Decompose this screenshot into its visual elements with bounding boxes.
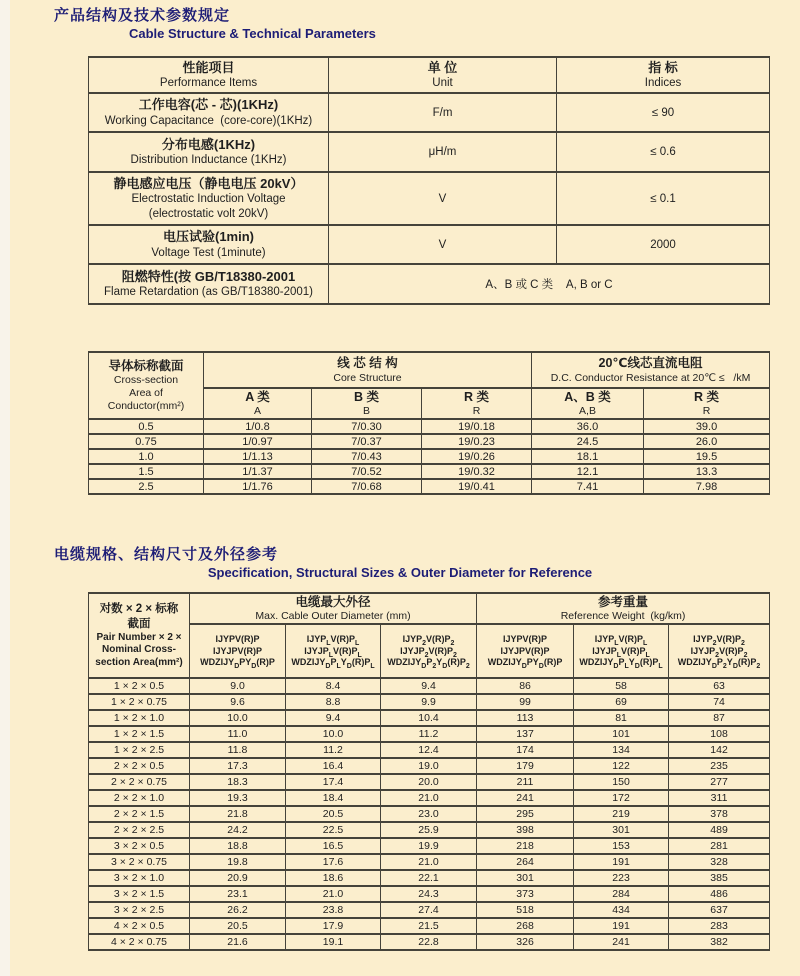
header-label-en: section Area(mm²) bbox=[95, 656, 183, 668]
table-cell: 637 bbox=[669, 902, 770, 918]
th-cable-type-codes bbox=[477, 624, 574, 678]
parameter-row bbox=[89, 172, 770, 225]
cable-type-code: $IJYJP_2V(R)P_2$ bbox=[400, 645, 457, 659]
table-cell: 101 bbox=[574, 726, 669, 742]
table-cell: 1/1.13 bbox=[204, 449, 312, 464]
table-row bbox=[89, 918, 770, 934]
parameter-zh: 静电感应电压（静电电压 20kV） bbox=[113, 175, 304, 191]
cable-type-code: $IJYP_2V(R)P_2$ bbox=[402, 633, 455, 647]
cable-type-code: $IJYP_2V(R)P_2$ bbox=[693, 633, 745, 647]
header-label-en: Cross-section bbox=[113, 374, 179, 387]
table-cell: 9.6 bbox=[190, 694, 286, 710]
table-cell: 311 bbox=[669, 790, 770, 806]
table-cell: 27.4 bbox=[381, 902, 477, 918]
table-cell: 17.3 bbox=[190, 758, 286, 774]
pair-size-cell: 4 × 2 × 0.5 bbox=[89, 918, 190, 934]
table-cell: 58 bbox=[574, 678, 669, 694]
header-label-zh: B 类 bbox=[353, 390, 379, 404]
cable-size-weight-table bbox=[88, 592, 770, 951]
index-cell: ≤ 0.1 bbox=[557, 172, 770, 225]
header-label-en: R bbox=[702, 405, 711, 418]
table-cell: 21.0 bbox=[381, 790, 477, 806]
table-cell: 63 bbox=[669, 678, 770, 694]
table-cell: 24.3 bbox=[381, 886, 477, 902]
table-cell: 0.75 bbox=[89, 434, 204, 449]
table-cell: 137 bbox=[477, 726, 574, 742]
table-cell: 241 bbox=[477, 790, 574, 806]
pair-size-cell: 2 × 2 × 1.0 bbox=[89, 790, 190, 806]
table-row bbox=[89, 742, 770, 758]
header-label-zh: 对数 × 2 × 标称 bbox=[99, 603, 179, 615]
header-label-zh: 导体标称截面 bbox=[108, 358, 184, 373]
header-label-en: Performance Items bbox=[159, 77, 258, 90]
table-cell: 398 bbox=[477, 822, 574, 838]
cable-type-code: $IJYJP_2V(R)P_2$ bbox=[690, 645, 748, 659]
table-cell: 223 bbox=[574, 870, 669, 886]
table-cell: 16.5 bbox=[286, 838, 381, 854]
unit-cell: V bbox=[329, 225, 557, 264]
pair-size-cell: 1 × 2 × 1.0 bbox=[89, 710, 190, 726]
pair-size-cell: 2 × 2 × 0.75 bbox=[89, 774, 190, 790]
th-class-b bbox=[312, 388, 422, 419]
parameter-row bbox=[89, 93, 770, 132]
header-label-en: Unit bbox=[432, 77, 453, 90]
table-row bbox=[89, 790, 770, 806]
header-label-en: Area of Conductor(mm²) bbox=[107, 387, 185, 413]
table-cell: 489 bbox=[669, 822, 770, 838]
pair-size-cell: 1 × 2 × 0.75 bbox=[89, 694, 190, 710]
table-cell: 113 bbox=[477, 710, 574, 726]
table-row bbox=[89, 774, 770, 790]
table-row bbox=[89, 934, 770, 950]
table-cell: 19.3 bbox=[190, 790, 286, 806]
table-cell: 19/0.32 bbox=[422, 464, 532, 479]
parameter-row bbox=[89, 132, 770, 172]
table-cell: 13.3 bbox=[644, 464, 770, 479]
table-cell: 20.5 bbox=[286, 806, 381, 822]
table-cell: 518 bbox=[477, 902, 574, 918]
table-cell: 22.8 bbox=[381, 934, 477, 950]
index-cell: ≤ 0.6 bbox=[557, 132, 770, 172]
table-cell: 21.0 bbox=[381, 854, 477, 870]
table-cell: 19.1 bbox=[286, 934, 381, 950]
parameter-name-cell bbox=[89, 172, 329, 225]
header-label-en: Reference Weight (kg/km) bbox=[560, 610, 686, 623]
header-label-en: Core Structure bbox=[333, 371, 402, 384]
parameter-name-cell bbox=[89, 264, 329, 304]
th-reference-weight bbox=[477, 593, 770, 624]
parameter-row bbox=[89, 264, 770, 304]
table-cell: 378 bbox=[669, 806, 770, 822]
table-cell: 10.4 bbox=[381, 710, 477, 726]
parameter-name-cell bbox=[89, 225, 329, 264]
pair-size-cell: 3 × 2 × 0.75 bbox=[89, 854, 190, 870]
pair-size-cell: 4 × 2 × 0.75 bbox=[89, 934, 190, 950]
table-cell: 87 bbox=[669, 710, 770, 726]
table-cell: 11.2 bbox=[381, 726, 477, 742]
table-cell: 21.8 bbox=[190, 806, 286, 822]
table-cell: 23.0 bbox=[381, 806, 477, 822]
table-cell: 1/0.8 bbox=[204, 419, 312, 434]
table-cell: 283 bbox=[669, 918, 770, 934]
cable-type-code: IJYPV(R)P bbox=[503, 633, 548, 644]
table-cell: 191 bbox=[574, 854, 669, 870]
table-cell: 22.5 bbox=[286, 822, 381, 838]
table-cell: 0.5 bbox=[89, 419, 204, 434]
table-row bbox=[89, 479, 770, 494]
pair-size-cell: 3 × 2 × 1.0 bbox=[89, 870, 190, 886]
table-cell: 20.9 bbox=[190, 870, 286, 886]
header-label-en: B bbox=[362, 405, 370, 418]
cable-type-code: $WDZIJY_DPY_D(R)P$ bbox=[487, 657, 563, 671]
table-cell: 218 bbox=[477, 838, 574, 854]
table-cell: 19/0.26 bbox=[422, 449, 532, 464]
header-label-zh: A 类 bbox=[245, 390, 270, 404]
cable-type-code: $WDZIJY_DP_LY_D(R)P_L$ bbox=[579, 657, 663, 671]
table-cell: 8.4 bbox=[286, 678, 381, 694]
table-cell: 295 bbox=[477, 806, 574, 822]
parameter-en: Flame Retardation (as GB/T18380-2001) bbox=[103, 286, 314, 299]
th-cable-type-codes bbox=[286, 624, 381, 678]
table-cell: 134 bbox=[574, 742, 669, 758]
section2-heading-en: Specification, Structural Sizes & Outer Diameter for Reference bbox=[207, 565, 593, 580]
th-cross-section bbox=[89, 352, 204, 419]
header-label-zh: 线 芯 结 构 bbox=[337, 356, 398, 371]
table-cell: 385 bbox=[669, 870, 770, 886]
parameter-zh: 电压试验(1min) bbox=[162, 229, 254, 245]
table-cell: 26.0 bbox=[644, 434, 770, 449]
cable-type-code: IJYJPV(R)P bbox=[212, 645, 263, 656]
table-cell: 26.2 bbox=[190, 902, 286, 918]
index-cell: 2000 bbox=[557, 225, 770, 264]
table-cell: 17.6 bbox=[286, 854, 381, 870]
table-header-row bbox=[89, 352, 770, 388]
table-cell: 108 bbox=[669, 726, 770, 742]
pair-size-cell: 2 × 2 × 0.5 bbox=[89, 758, 190, 774]
header-label-en: Max. Cable Outer Diameter (mm) bbox=[255, 610, 411, 623]
table-header-row bbox=[89, 57, 770, 93]
table-cell: 25.9 bbox=[381, 822, 477, 838]
header-label-zh: A、B 类 bbox=[564, 390, 611, 404]
table-row bbox=[89, 902, 770, 918]
th-cable-type-codes bbox=[574, 624, 669, 678]
pair-size-cell: 3 × 2 × 1.5 bbox=[89, 886, 190, 902]
table-cell: 122 bbox=[574, 758, 669, 774]
header-label-en: D.C. Conductor Resistance at 20℃ ≤ /kM bbox=[550, 371, 751, 384]
th-unit bbox=[329, 57, 557, 93]
table-cell: 1/0.97 bbox=[204, 434, 312, 449]
table-cell: 20.0 bbox=[381, 774, 477, 790]
table-cell: 12.1 bbox=[532, 464, 644, 479]
parameter-en: Working Capacitance (core-core)(1KHz) bbox=[104, 114, 313, 127]
cable-type-code: IJYPV(R)P bbox=[215, 633, 260, 644]
table-cell: 17.9 bbox=[286, 918, 381, 934]
table-cell: 19/0.41 bbox=[422, 479, 532, 494]
th-core-structure bbox=[204, 352, 532, 388]
header-label-zh: R 类 bbox=[694, 390, 720, 404]
table-cell: 9.9 bbox=[381, 694, 477, 710]
parameter-en: Electrostatic Induction Voltage bbox=[131, 193, 286, 206]
table-cell: 281 bbox=[669, 838, 770, 854]
th-resistance-class-ab bbox=[532, 388, 644, 419]
table-cell: 7.98 bbox=[644, 479, 770, 494]
table-cell: 69 bbox=[574, 694, 669, 710]
table-cell: 19.9 bbox=[381, 838, 477, 854]
table-cell: 1.5 bbox=[89, 464, 204, 479]
header-label-en: A bbox=[253, 405, 261, 418]
table-cell: 16.4 bbox=[286, 758, 381, 774]
table-row bbox=[89, 886, 770, 902]
header-label-en: R bbox=[472, 405, 481, 418]
pair-size-cell: 1 × 2 × 2.5 bbox=[89, 742, 190, 758]
th-class-r bbox=[422, 388, 532, 419]
th-cable-type-codes bbox=[190, 624, 286, 678]
cable-type-code: $WDZIJY_DP_2Y_D(R)P_2$ bbox=[387, 657, 470, 671]
parameter-name-cell bbox=[89, 132, 329, 172]
header-label-en: Nominal Cross- bbox=[102, 644, 176, 656]
table-row bbox=[89, 838, 770, 854]
header-label-zh: 性能项目 bbox=[182, 59, 235, 75]
table-cell: 373 bbox=[477, 886, 574, 902]
table-cell: 17.4 bbox=[286, 774, 381, 790]
pair-size-cell: 2 × 2 × 1.5 bbox=[89, 806, 190, 822]
table-cell: 2.5 bbox=[89, 479, 204, 494]
header-label-en: Pair Number × 2 × bbox=[96, 631, 182, 643]
header-label-en: Indices bbox=[644, 77, 682, 90]
th-dc-resistance bbox=[532, 352, 770, 388]
table-cell: 9.0 bbox=[190, 678, 286, 694]
table-cell: 172 bbox=[574, 790, 669, 806]
technical-parameters-table bbox=[88, 56, 770, 305]
table-cell: 21.0 bbox=[286, 886, 381, 902]
header-label-zh: 指 标 bbox=[648, 59, 678, 75]
th-indices bbox=[557, 57, 770, 93]
unit-cell: F/m bbox=[329, 93, 557, 132]
th-resistance-class-r bbox=[644, 388, 770, 419]
table-row bbox=[89, 870, 770, 886]
table-cell: 86 bbox=[477, 678, 574, 694]
table-cell: 24.2 bbox=[190, 822, 286, 838]
table-cell: 268 bbox=[477, 918, 574, 934]
table-cell: 20.5 bbox=[190, 918, 286, 934]
table-cell: 264 bbox=[477, 854, 574, 870]
page-edge-strip bbox=[0, 0, 10, 976]
table-cell: 277 bbox=[669, 774, 770, 790]
table-subheader-row bbox=[89, 624, 770, 678]
unit-cell: V bbox=[329, 172, 557, 225]
table-cell: 21.5 bbox=[381, 918, 477, 934]
table-cell: 39.0 bbox=[644, 419, 770, 434]
table-row bbox=[89, 822, 770, 838]
header-label-en: A,B bbox=[579, 405, 596, 418]
header-label-zh: 参考重量 bbox=[598, 595, 649, 609]
table-header-row bbox=[89, 593, 770, 624]
table-cell: 301 bbox=[574, 822, 669, 838]
th-max-outer-diameter bbox=[190, 593, 477, 624]
table-cell: 11.0 bbox=[190, 726, 286, 742]
parameter-name-cell bbox=[89, 93, 329, 132]
table-cell: 18.8 bbox=[190, 838, 286, 854]
th-cable-type-codes bbox=[381, 624, 477, 678]
table-cell: 434 bbox=[574, 902, 669, 918]
table-cell: 7/0.37 bbox=[312, 434, 422, 449]
parameter-row bbox=[89, 225, 770, 264]
header-label-zh: 20℃线芯直流电阻 bbox=[598, 356, 703, 371]
cable-type-code: $IJYP_LV(R)P_L$ bbox=[306, 633, 360, 647]
cable-type-code: $WDZIJY_DPY_D(R)P$ bbox=[200, 657, 275, 671]
cable-type-code: $WDZIJY_DP_2Y_D(R)P_2$ bbox=[677, 657, 761, 671]
table-cell: 23.1 bbox=[190, 886, 286, 902]
table-row bbox=[89, 694, 770, 710]
table-row bbox=[89, 464, 770, 479]
header-label-zh: R 类 bbox=[464, 390, 490, 404]
table-cell: 7/0.30 bbox=[312, 419, 422, 434]
table-row bbox=[89, 678, 770, 694]
table-row bbox=[89, 434, 770, 449]
table-cell: 328 bbox=[669, 854, 770, 870]
table-cell: 9.4 bbox=[286, 710, 381, 726]
table-cell: 19.8 bbox=[190, 854, 286, 870]
table-cell: 219 bbox=[574, 806, 669, 822]
table-row bbox=[89, 854, 770, 870]
pair-size-cell: 3 × 2 × 2.5 bbox=[89, 902, 190, 918]
unit-cell: μH/m bbox=[329, 132, 557, 172]
parameter-en: Voltage Test (1minute) bbox=[151, 246, 266, 259]
pair-size-cell: 2 × 2 × 2.5 bbox=[89, 822, 190, 838]
parameter-en: Distribution Inductance (1KHz) bbox=[130, 154, 287, 167]
section1-heading-en: Cable Structure & Technical Parameters bbox=[129, 26, 376, 41]
table-cell: 10.0 bbox=[286, 726, 381, 742]
pair-size-cell: 1 × 2 × 0.5 bbox=[89, 678, 190, 694]
table-row bbox=[89, 710, 770, 726]
th-cable-type-codes bbox=[669, 624, 770, 678]
table-row bbox=[89, 806, 770, 822]
table-cell: 174 bbox=[477, 742, 574, 758]
pair-size-cell: 1 × 2 × 1.5 bbox=[89, 726, 190, 742]
th-pair-number bbox=[89, 593, 190, 678]
table-cell: 211 bbox=[477, 774, 574, 790]
table-cell: 1.0 bbox=[89, 449, 204, 464]
table-cell: 18.6 bbox=[286, 870, 381, 886]
table-cell: 22.1 bbox=[381, 870, 477, 886]
cable-type-code: $IJYP_LV(R)P_L$ bbox=[594, 633, 648, 647]
th-performance-items bbox=[89, 57, 329, 93]
index-cell-merged: A、B 或 C 类 A, B or C bbox=[329, 264, 770, 304]
cable-type-code: IJYJPV(R)P bbox=[500, 645, 550, 656]
parameter-zh: 工作电容(芯 - 芯)(1KHz) bbox=[138, 97, 279, 113]
table-cell: 74 bbox=[669, 694, 770, 710]
parameter-zh: 阻燃特性(按 GB/T18380-2001 bbox=[121, 268, 296, 284]
table-cell: 11.2 bbox=[286, 742, 381, 758]
table-row bbox=[89, 726, 770, 742]
header-label-zh: 单 位 bbox=[427, 59, 458, 75]
header-label-zh: 电缆最大外径 bbox=[295, 595, 371, 609]
parameter-en-line2: (electrostatic volt 20kV) bbox=[148, 208, 269, 221]
table-cell: 21.6 bbox=[190, 934, 286, 950]
table-cell: 7/0.68 bbox=[312, 479, 422, 494]
table-cell: 36.0 bbox=[532, 419, 644, 434]
conductor-structure-table bbox=[88, 351, 770, 495]
table-cell: 7/0.52 bbox=[312, 464, 422, 479]
table-cell: 11.8 bbox=[190, 742, 286, 758]
table-cell: 10.0 bbox=[190, 710, 286, 726]
table-cell: 7/0.43 bbox=[312, 449, 422, 464]
table-cell: 179 bbox=[477, 758, 574, 774]
table-cell: 23.8 bbox=[286, 902, 381, 918]
table-row bbox=[89, 449, 770, 464]
section1-heading-zh: 产品结构及技术参数规定 bbox=[54, 7, 231, 24]
table-cell: 12.4 bbox=[381, 742, 477, 758]
table-row bbox=[89, 419, 770, 434]
table-cell: 241 bbox=[574, 934, 669, 950]
table-cell: 235 bbox=[669, 758, 770, 774]
table-cell: 19.0 bbox=[381, 758, 477, 774]
table-cell: 191 bbox=[574, 918, 669, 934]
table-cell: 7.41 bbox=[532, 479, 644, 494]
table-cell: 150 bbox=[574, 774, 669, 790]
table-cell: 18.1 bbox=[532, 449, 644, 464]
table-cell: 8.8 bbox=[286, 694, 381, 710]
table-cell: 18.3 bbox=[190, 774, 286, 790]
table-cell: 24.5 bbox=[532, 434, 644, 449]
table-cell: 142 bbox=[669, 742, 770, 758]
index-cell: ≤ 90 bbox=[557, 93, 770, 132]
table-cell: 153 bbox=[574, 838, 669, 854]
cable-type-code: $WDZIJY_DP_LY_D(R)P_L$ bbox=[291, 657, 375, 671]
header-label-zh: 截面 bbox=[127, 617, 151, 630]
table-cell: 486 bbox=[669, 886, 770, 902]
table-cell: 18.4 bbox=[286, 790, 381, 806]
table-cell: 19/0.23 bbox=[422, 434, 532, 449]
table-cell: 1/1.76 bbox=[204, 479, 312, 494]
table-cell: 19.5 bbox=[644, 449, 770, 464]
table-cell: 326 bbox=[477, 934, 574, 950]
cable-type-code: $IJYJP_LV(R)P_L$ bbox=[592, 645, 650, 659]
table-cell: 382 bbox=[669, 934, 770, 950]
table-cell: 99 bbox=[477, 694, 574, 710]
table-cell: 284 bbox=[574, 886, 669, 902]
section2-heading-zh: 电缆规格、结构尺寸及外径参考 bbox=[54, 546, 279, 563]
table-cell: 301 bbox=[477, 870, 574, 886]
table-cell: 1/1.37 bbox=[204, 464, 312, 479]
parameter-zh: 分布电感(1KHz) bbox=[161, 136, 256, 152]
table-cell: 81 bbox=[574, 710, 669, 726]
table-row bbox=[89, 758, 770, 774]
pair-size-cell: 3 × 2 × 0.5 bbox=[89, 838, 190, 854]
table-cell: 9.4 bbox=[381, 678, 477, 694]
th-class-a bbox=[204, 388, 312, 419]
cable-type-code: $IJYJP_LV(R)P_L$ bbox=[304, 645, 362, 659]
table-cell: 19/0.18 bbox=[422, 419, 532, 434]
